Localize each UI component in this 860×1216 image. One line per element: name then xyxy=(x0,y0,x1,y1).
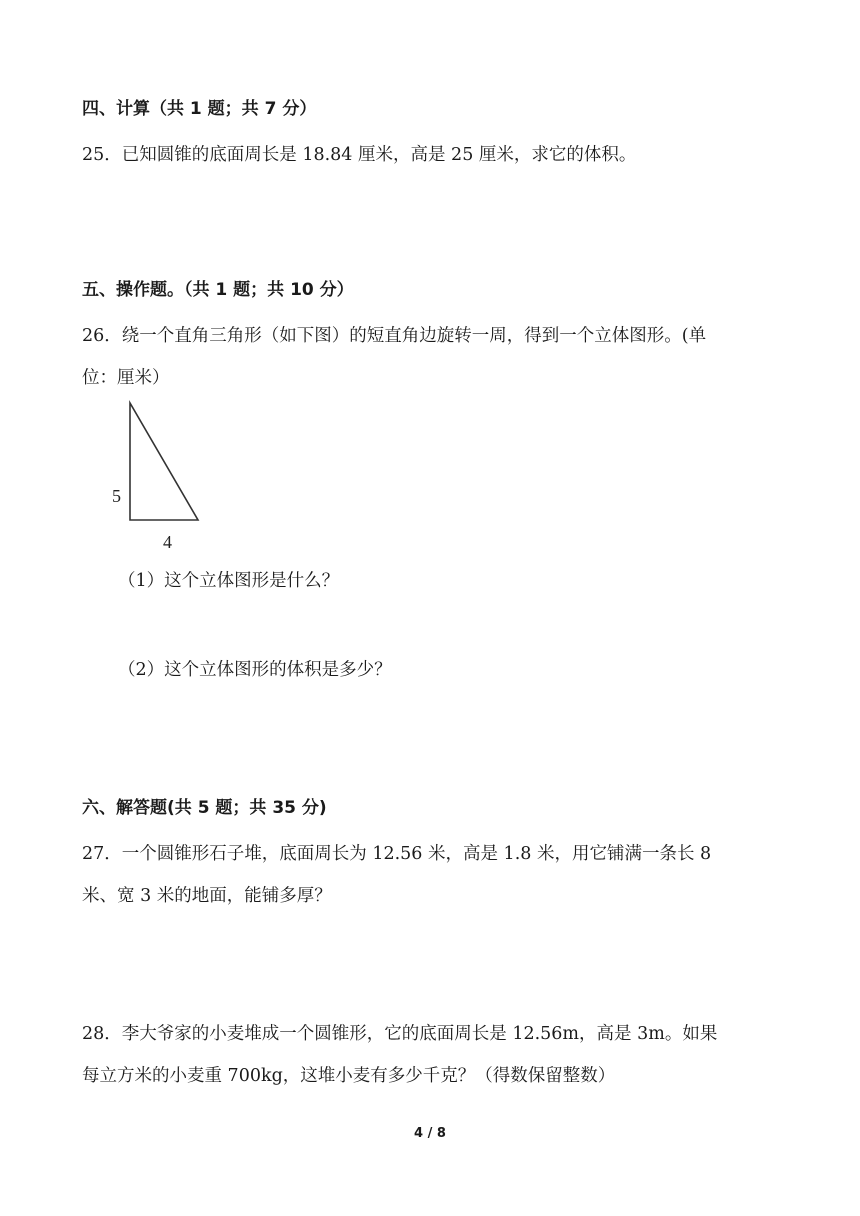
question-26-sub-1: （1）这个立体图形是什么？ xyxy=(118,571,340,591)
question-26-line-2: 位：厘米） xyxy=(82,368,170,388)
question-27-line-2: 米、宽 3 米的地面，能铺多厚？ xyxy=(82,886,332,906)
page-number: 4 / 8 xyxy=(414,1126,446,1141)
triangle-shape xyxy=(130,403,198,520)
triangle-base-label: 4 xyxy=(163,532,172,552)
section-5-heading: 五、操作题。（共 1 题；共 10 分） xyxy=(82,280,354,300)
question-28-line-2: 每立方米的小麦重 700kg，这堆小麦有多少千克？（得数保留整数） xyxy=(82,1066,616,1086)
question-26-sub-2: （2）这个立体图形的体积是多少？ xyxy=(118,660,392,680)
right-triangle-figure xyxy=(100,395,220,555)
question-27-line-1: 27．一个圆锥形石子堆，底面周长为 12.56 米，高是 1.8 米，用它铺满一条长 8 xyxy=(82,844,712,864)
question-25: 25．已知圆锥的底面周长是 18.84 厘米，高是 25 厘米，求它的体积。 xyxy=(82,145,637,165)
question-28-line-1: 28．李大爷家的小麦堆成一个圆锥形，它的底面周长是 12.56m，高是 3m。如果 xyxy=(82,1024,718,1044)
triangle-height-label: 5 xyxy=(112,486,121,506)
section-6-heading: 六、解答题(共 5 题；共 35 分) xyxy=(82,798,327,818)
question-26-line-1: 26．绕一个直角三角形（如下图）的短直角边旋转一周，得到一个立体图形。(单 xyxy=(82,326,707,346)
section-4-heading: 四、计算（共 1 题；共 7 分） xyxy=(82,99,317,119)
